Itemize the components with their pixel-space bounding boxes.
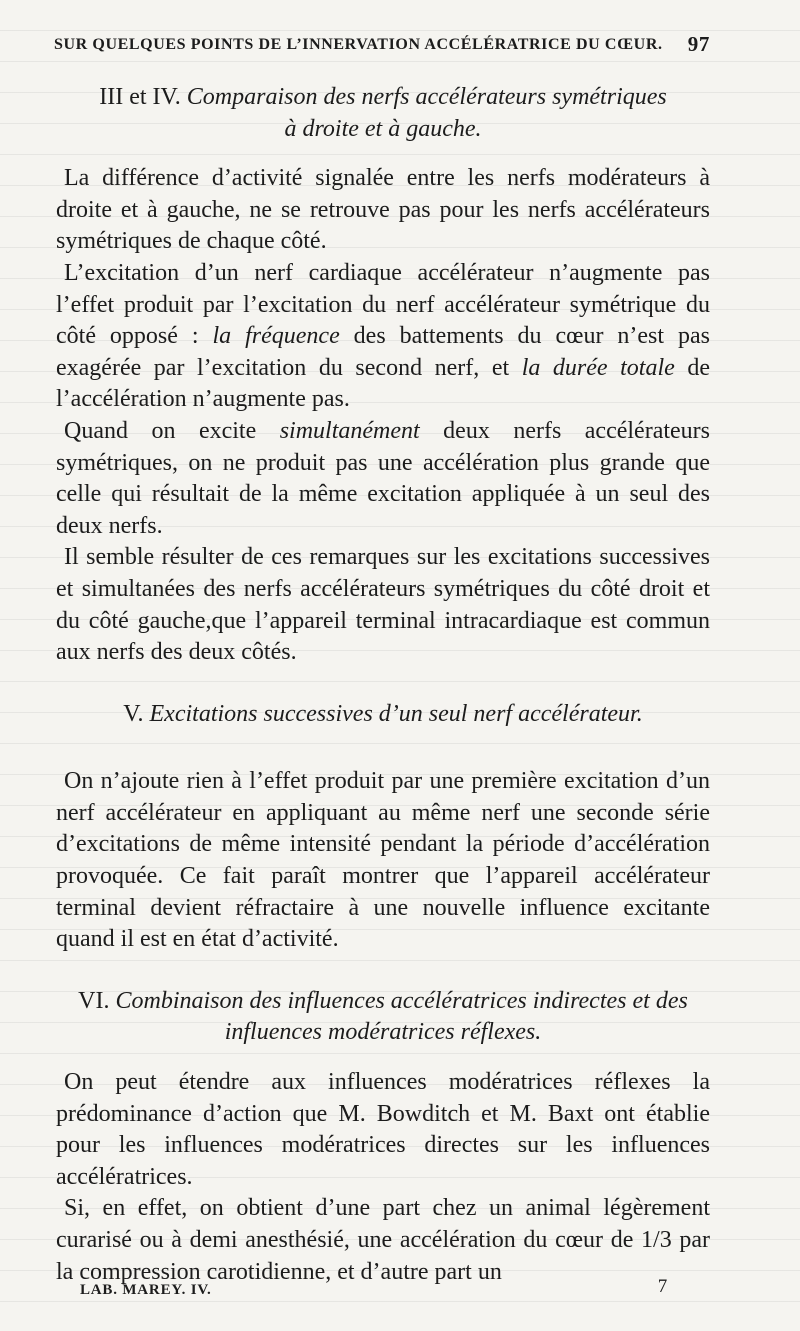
section-title: Excitations successives d’un seul nerf accélérateur. xyxy=(149,700,643,727)
section-title: Combinaison des influences accélératrices indirectes et des xyxy=(115,987,688,1014)
section-title: Comparaison des nerfs accélérateurs symétriques xyxy=(186,84,667,110)
paragraph: On peut étendre aux influences modératrices réflexes la prédominance d’action que M. Bowditch et M. Baxt ont établie pour les influences modératrices directes sur les influences accélératrices. xyxy=(56,1069,710,1190)
section-heading-3-4 xyxy=(56,82,710,145)
page-footer xyxy=(80,1276,680,1306)
page-body xyxy=(56,82,710,1288)
section-number: III et IV. xyxy=(99,84,181,110)
paragraph: Il semble résulter de ces remarques sur les excitations successives et simultanées des nerfs accélérateurs symétriques du côté droit et du côté gauche,que l’appareil terminal intracardiaque est commun aux nerfs des deux côtés. xyxy=(56,544,710,666)
section-title-continued: à droite et à gauche. xyxy=(284,115,482,142)
emphasis: la fréquence xyxy=(212,323,340,350)
paragraph: On n’ajoute rien à l’effet produit par une première excitation d’un nerf accélérateur en appliquant au même nerf une seconde série d’excitations de même intensité pendant la période d’accélération provoquée. Ce fait paraît montrer que l’appareil accélérateur terminal devient réfractaire à une nouvelle influence excitante quand il est en état d’activité. xyxy=(56,768,710,953)
text-run: de l’accélération n’augmente pas. xyxy=(56,354,711,413)
text-run: Quand on excite xyxy=(64,417,280,444)
signature-mark: LAB. MAREY. IV. xyxy=(80,1282,212,1298)
text-run: L’excitation d’un nerf cardiaque accélérateur n’augmente pas l’effet produit par l’excitation du nerf accélérateur symétrique du côté opposé : xyxy=(56,259,710,350)
page-header xyxy=(54,30,710,62)
paragraph: La différence d’activité signalée entre les nerfs modérateurs à droite et à gauche, ne se retrouve pas pour les nerfs accélérateurs symétriques de chaque côté. xyxy=(56,165,710,255)
text-run: deux nerfs accélérateurs symétriques, on ne produit pas une accélération plus grande que celle qui résultait de la même excitation appliquée à un seul des deux nerfs. xyxy=(56,417,710,539)
paragraph xyxy=(56,416,710,542)
text-run: des battements du cœur n’est pas exagérée par l’excitation du second nerf, et xyxy=(56,323,710,381)
page-number: 97 xyxy=(687,32,710,56)
running-title: SUR QUELQUES POINTS DE L’INNERVATION ACCÉLÉRATRICE DU CŒUR. xyxy=(54,36,663,53)
section-heading-6 xyxy=(56,986,710,1049)
emphasis: simultanément xyxy=(279,417,420,444)
section-number: V. xyxy=(123,700,144,727)
emphasis: la durée totale xyxy=(521,354,675,381)
sheet-number: 7 xyxy=(657,1276,668,1297)
paragraph xyxy=(56,258,710,416)
paragraph: Si, en effet, on obtient d’une part chez un animal légèrement curarisé ou à demi anesthésié, une accélération du cœur de 1/3 par la compression carotidienne, et d’autre part un xyxy=(56,1195,710,1285)
section-heading-5 xyxy=(56,699,710,731)
section-number: VI. xyxy=(78,987,110,1014)
section-title-continued: influences modératrices réflexes. xyxy=(224,1019,542,1046)
